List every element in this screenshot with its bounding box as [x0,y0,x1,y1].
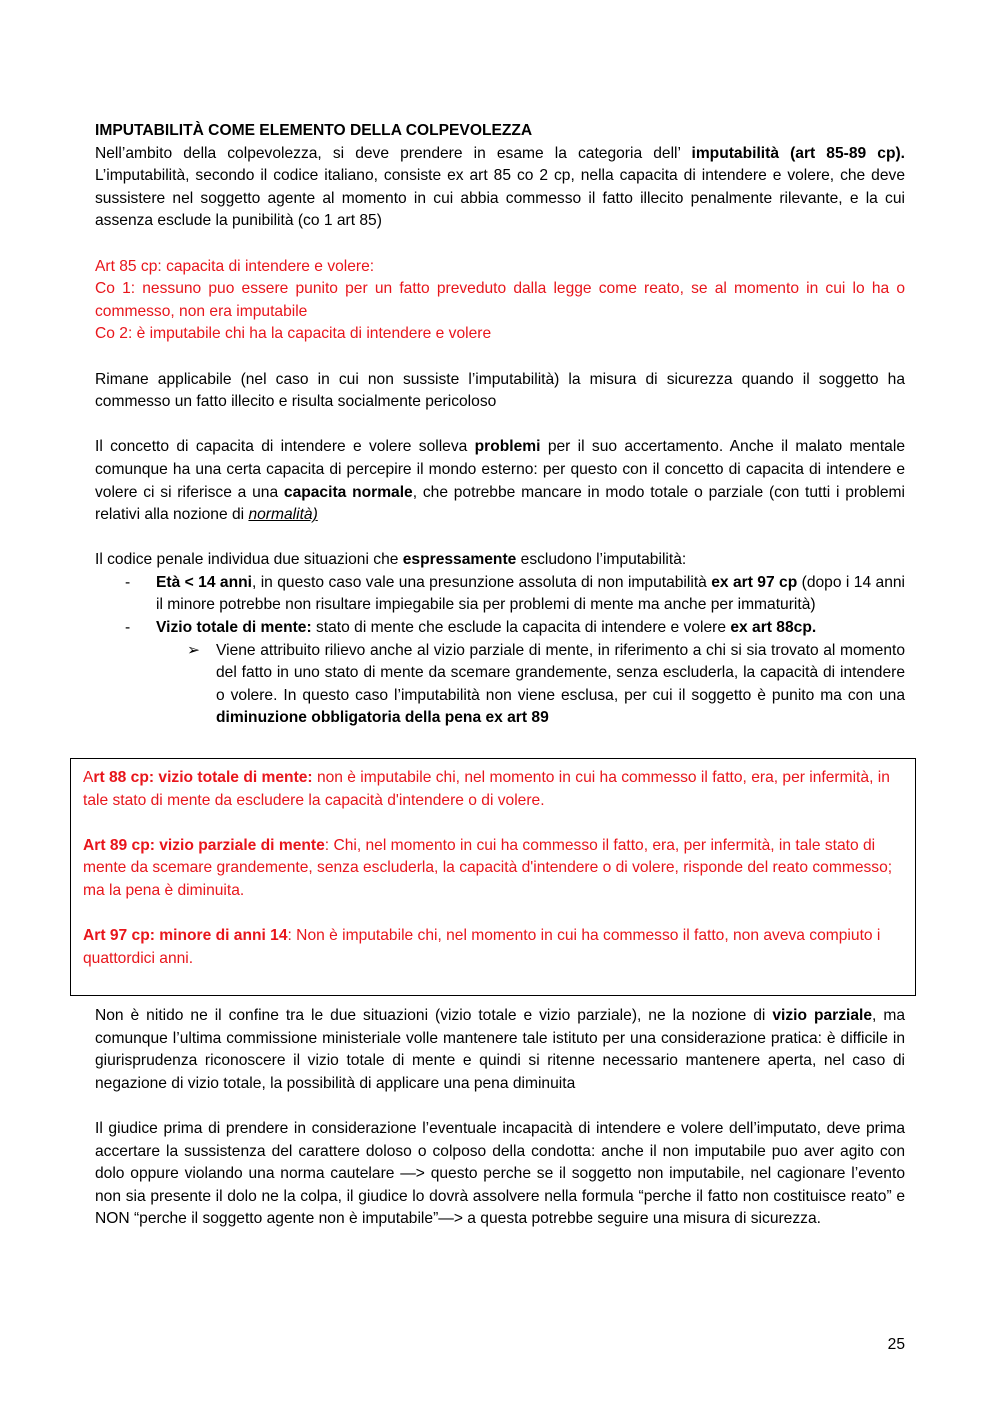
art89-text: : Chi, nel momento in cui ha commesso il fatto, era, per infermità, in tale stato di mente da scemare grandemente, senza escluderla, la capacità d'intendere o di volere, risponde del reato commesso; ma la pena è diminuita. [83,836,893,899]
art88-bold: rt 88 cp: vizio totale di mente: [93,769,313,786]
paragraph-codice-penale [95,549,905,572]
page-number: 25 [887,1336,905,1353]
list-item-eta [95,572,905,617]
item1-bold: Età < 14 anni [156,573,252,591]
p3-bold-capacita: capacita normale [283,483,413,501]
arrow-bullet-icon: ➢ [187,641,201,659]
paragraph-imputabilita [95,143,905,233]
art88-text: non è imputabile chi, nel momento in cui ha commesso il fatto, era, per infermità, in tale stato di mente da escludere la capacità d'intendere o di volere. [83,769,890,809]
p3-text-a: Il concetto di capacita di intendere e volere solleva [95,438,475,456]
item1-text: , in questo caso vale una presunzione assoluta di non imputabilità [251,573,712,591]
p1-text-c: L’imputabilità, secondo il codice italiano, consiste ex art 85 co 2 cp, nella capacita di intendere e volere, che deve sussistere nel soggetto agente al momento in cui abbia commesso il fatto illecito penalmente rilevante, e la cui assenza esclude la punibilità (co 1 art 85) [95,167,905,230]
main-text-upper [95,120,905,730]
item2-bold: Vizio totale di mente: [156,619,312,637]
art97-text: : Non è imputabile chi, nel momento in cui ha commesso il fatto, non aveva compiuto i quattordici anni. [83,927,881,967]
box-art89 [83,835,903,903]
p3-normalita: normalità) [248,506,318,524]
sub-bold: diminuzione obbligatoria della pena ex art 89 [216,709,549,727]
paragraph-confine [95,1005,905,1095]
sub-list-item-vizio-parziale [95,640,905,730]
p1-bold: imputabilità (art 85-89 cp). [691,144,905,162]
item1-text-d: (dopo i 14 anni il minore potrebbe non risultare impiegabile sia per problemi di mente ma anche per immaturità) [156,573,906,614]
main-text-lower [95,1005,905,1231]
item2-bold-art: ex art 88cp. [730,619,817,637]
item1-bold-art: ex art 97 cp [711,573,798,591]
p3-bold-problemi: problemi [474,438,541,456]
dash-bullet: - [125,573,131,591]
art97-bold: Art 97 cp: minore di anni 14 [83,927,288,945]
box-art88 [83,767,903,812]
p4-bold: espressamente [402,551,517,569]
dash-bullet: - [125,619,131,637]
art85-title: Art 85 cp: capacita di intendere e volere: [95,257,375,275]
articles-box [70,758,916,996]
art89-bold: Art 89 cp: vizio parziale di mente [83,836,325,854]
paragraph-giudice: Il giudice prima di prendere in considerazione l’eventuale incapacità di intendere e volere dell’imputato, deve prima accertare la sussistenza del carattere doloso o colposo della condotta: anche il non imputabile puo aver agito con dolo oppure violando una norma cautelare —> questo perche se il soggetto non imputabile, nel cagionare l’evento non sia presente il dolo ne la colpa, il giudice lo dovrà assolvere nella formula “perche il fatto non costituisce reato” e NON “perche il soggetto agente non è imputabile”—> a questa potrebbe seguire una misura di sicurezza. [95,1119,905,1228]
paragraph-concetto [95,436,905,526]
item2-text: stato di mente che esclude la capacita di intendere e volere [311,619,731,637]
list-item-vizio-totale [95,617,905,640]
art85-co1: Co 1: nessuno puo essere punito per un fatto preveduto dalla legge come reato, se al momento in cui lo ha o commesso, non era imputabile [95,280,905,320]
p5-text-a: Non è nitido ne il confine tra le due situazioni (vizio totale e vizio parziale), ne la nozione di [95,1007,773,1024]
art85-co2: Co 2: è imputabile chi ha la capacita di intendere e volere [95,325,492,343]
sub-text: Viene attribuito rilievo anche al vizio parziale di mente, in riferimento a chi si sia trovato al momento del fatto in uno stato di mente da scemare grandemente, senza escluderla, la capacità di intendere o volere. In questo caso l’imputabilità non viene esclusa, per cui il soggetto è punito ma con una [216,641,905,704]
p1-text-a: Nell’ambito della colpevolezza, si deve prendere in esame la categoria dell’ [95,144,692,162]
p3-text-e: , che potrebbe mancare in modo totale o parziale (con tutti i problemi relativi alla nozione di [95,483,905,524]
p3-text-c: per il suo accertamento. Anche il malato mentale comunque ha una certa capacita di percepire il mondo esterno: per questo con il concetto di capacita di intendere e volere ci si riferisce a una [95,438,905,501]
section-heading: IMPUTABILITÀ COME ELEMENTO DELLA COLPEVOLEZZA [95,122,533,139]
art88-initial: A [83,769,94,786]
p4-text-a: Il codice penale individua due situazioni che [95,551,403,569]
p5-text-c: , ma comunque l’ultima commissione ministeriale volle mantenere tale istituto per una considerazione pratica: è difficile in giurisprudenza riconoscere il vizio totale di mente e quindi si ritenne necessario mantenere aperta, nel caso di negazione di vizio totale, la possibilità di applicare una pena diminuita [95,1007,905,1092]
p5-bold: vizio parziale [772,1007,873,1024]
box-art97 [83,925,903,970]
p4-text-c: escludono l’imputabilità: [516,551,687,569]
paragraph-misura-sicurezza: Rimane applicabile (nel caso in cui non sussiste l’imputabilità) la misura di sicurezza quando il soggetto ha commesso un fatto illecito e risulta socialmente pericoloso [95,370,905,411]
